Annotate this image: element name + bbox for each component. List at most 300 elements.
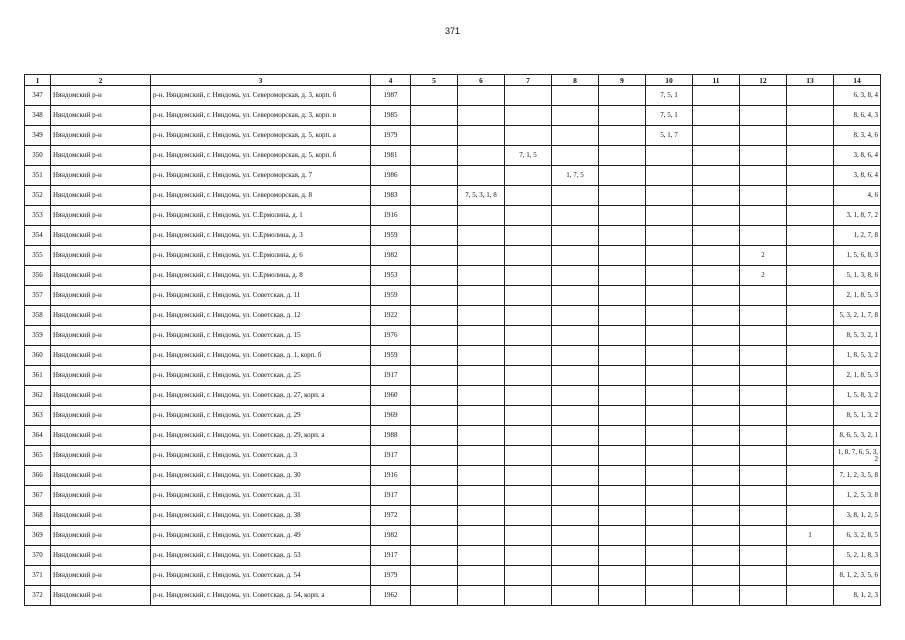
column-14-cell: 1, 8, 5, 3, 2 [834, 346, 881, 366]
column-14-cell: 8, 6, 5, 3, 2, 1 [834, 426, 881, 446]
column-14-cell: 1, 5, 6, 8, 3 [834, 246, 881, 266]
column-12-cell [740, 446, 787, 466]
district-cell: Няндомский р-н [51, 486, 151, 506]
column-9-cell [599, 346, 646, 366]
column-6-cell [458, 586, 505, 606]
address-cell: р-н. Няндомский, г. Няндома, ул. Североморская, д. 5, корп. а [151, 126, 371, 146]
column-8-cell [552, 346, 599, 366]
district-cell: Няндомский р-н [51, 346, 151, 366]
column-10-cell [646, 266, 693, 286]
table-row [25, 486, 881, 506]
column-14-cell: 5, 2, 1, 8, 3 [834, 546, 881, 566]
column-14-cell: 8, 5, 3, 2, 1 [834, 326, 881, 346]
column-12-cell [740, 506, 787, 526]
column-14-cell: 8, 5, 1, 3, 2 [834, 406, 881, 426]
column-8-cell [552, 526, 599, 546]
column-9-cell [599, 266, 646, 286]
column-7-cell [505, 326, 552, 346]
row-number: 349 [25, 126, 51, 146]
year-cell: 1917 [371, 446, 411, 466]
column-6-cell [458, 386, 505, 406]
column-12-cell [740, 106, 787, 126]
column-13-cell [787, 326, 834, 346]
address-cell: р-н. Няндомский, г. Няндома, ул. С.Ермолина, д. 8 [151, 266, 371, 286]
column-10-cell [646, 386, 693, 406]
column-11-cell [693, 106, 740, 126]
row-number: 351 [25, 166, 51, 186]
column-header: 8 [552, 75, 599, 86]
row-number: 370 [25, 546, 51, 566]
column-6-cell [458, 486, 505, 506]
column-14-cell: 3, 8, 1, 2, 5 [834, 506, 881, 526]
year-cell: 1985 [371, 106, 411, 126]
table-row [25, 106, 881, 126]
column-9-cell [599, 566, 646, 586]
column-11-cell [693, 306, 740, 326]
row-number: 362 [25, 386, 51, 406]
column-5-cell [411, 266, 458, 286]
column-9-cell [599, 226, 646, 246]
column-12-cell [740, 466, 787, 486]
column-5-cell [411, 86, 458, 106]
column-5-cell [411, 326, 458, 346]
row-number: 352 [25, 186, 51, 206]
year-cell: 1962 [371, 586, 411, 606]
column-10-cell [646, 146, 693, 166]
column-11-cell [693, 546, 740, 566]
year-cell: 1981 [371, 146, 411, 166]
address-cell: р-н. Няндомский, г. Няндома, ул. Советская, д. 12 [151, 306, 371, 326]
column-10-cell [646, 346, 693, 366]
column-header: 3 [151, 75, 371, 86]
column-12-cell: 2 [740, 246, 787, 266]
column-8-cell [552, 186, 599, 206]
table-body [25, 86, 881, 606]
column-6-cell [458, 146, 505, 166]
column-11-cell [693, 146, 740, 166]
column-5-cell [411, 526, 458, 546]
column-8-cell [552, 226, 599, 246]
table-row [25, 266, 881, 286]
column-7-cell [505, 446, 552, 466]
column-7-cell [505, 286, 552, 306]
district-cell: Няндомский р-н [51, 106, 151, 126]
column-5-cell [411, 206, 458, 226]
column-12-cell [740, 306, 787, 326]
table-row [25, 466, 881, 486]
row-number: 371 [25, 566, 51, 586]
column-9-cell [599, 386, 646, 406]
column-7-cell [505, 586, 552, 606]
column-12-cell [740, 566, 787, 586]
district-cell: Няндомский р-н [51, 146, 151, 166]
address-cell: р-н. Няндомский, г. Няндома, ул. Советская, д. 11 [151, 286, 371, 306]
column-7-cell [505, 226, 552, 246]
year-cell: 1917 [371, 486, 411, 506]
column-11-cell [693, 386, 740, 406]
table-row [25, 386, 881, 406]
address-cell: р-н. Няндомский, г. Няндома, ул. Советская, д. 54 [151, 566, 371, 586]
table-row [25, 586, 881, 606]
table-row [25, 286, 881, 306]
column-7-cell [505, 566, 552, 586]
page-number: 371 [444, 26, 461, 36]
column-6-cell [458, 126, 505, 146]
column-5-cell [411, 146, 458, 166]
row-number: 372 [25, 586, 51, 606]
column-7-cell [505, 466, 552, 486]
column-5-cell [411, 566, 458, 586]
column-11-cell [693, 286, 740, 306]
table-row [25, 446, 881, 466]
column-9-cell [599, 166, 646, 186]
column-header: 6 [458, 75, 505, 86]
column-7-cell [505, 246, 552, 266]
row-number: 348 [25, 106, 51, 126]
column-11-cell [693, 166, 740, 186]
column-8-cell [552, 326, 599, 346]
column-7-cell: 7, 1, 5 [505, 146, 552, 166]
column-9-cell [599, 466, 646, 486]
column-8-cell [552, 246, 599, 266]
column-12-cell [740, 186, 787, 206]
column-9-cell [599, 186, 646, 206]
row-number: 367 [25, 486, 51, 506]
column-11-cell [693, 126, 740, 146]
column-11-cell [693, 186, 740, 206]
address-cell: р-н. Няндомский, г. Няндома, ул. Североморская, д. 3, корп. б [151, 86, 371, 106]
column-5-cell [411, 366, 458, 386]
column-9-cell [599, 426, 646, 446]
column-11-cell [693, 366, 740, 386]
column-13-cell [787, 426, 834, 446]
year-cell: 1960 [371, 386, 411, 406]
column-6-cell [458, 426, 505, 446]
column-7-cell [505, 526, 552, 546]
column-6-cell [458, 546, 505, 566]
column-header: 1 [25, 75, 51, 86]
column-6-cell [458, 246, 505, 266]
column-14-cell: 4, 6 [834, 186, 881, 206]
column-11-cell [693, 266, 740, 286]
row-number: 359 [25, 326, 51, 346]
column-9-cell [599, 306, 646, 326]
column-14-cell: 1, 2, 7, 8 [834, 226, 881, 246]
district-cell: Няндомский р-н [51, 266, 151, 286]
column-14-cell: 5, 3, 2, 1, 7, 8 [834, 306, 881, 326]
column-13-cell [787, 366, 834, 386]
address-cell: р-н. Няндомский, г. Няндома, ул. Североморская, д. 8 [151, 186, 371, 206]
district-cell: Няндомский р-н [51, 586, 151, 606]
column-8-cell [552, 366, 599, 386]
table-row [25, 506, 881, 526]
table-row [25, 246, 881, 266]
column-10-cell [646, 466, 693, 486]
row-number: 369 [25, 526, 51, 546]
year-cell: 1982 [371, 526, 411, 546]
district-cell: Няндомский р-н [51, 406, 151, 426]
column-12-cell [740, 226, 787, 246]
table-row [25, 426, 881, 446]
row-number: 365 [25, 446, 51, 466]
column-13-cell [787, 446, 834, 466]
column-11-cell [693, 466, 740, 486]
column-13-cell [787, 386, 834, 406]
table-row [25, 346, 881, 366]
column-header: 5 [411, 75, 458, 86]
column-10-cell: 5, 1, 7 [646, 126, 693, 146]
column-6-cell [458, 346, 505, 366]
column-6-cell [458, 166, 505, 186]
column-7-cell [505, 546, 552, 566]
row-number: 353 [25, 206, 51, 226]
column-12-cell [740, 426, 787, 446]
address-cell: р-н. Няндомский, г. Няндома, ул. Советская, д. 30 [151, 466, 371, 486]
year-cell: 1969 [371, 406, 411, 426]
table-row [25, 546, 881, 566]
column-5-cell [411, 346, 458, 366]
column-6-cell [458, 506, 505, 526]
year-cell: 1922 [371, 306, 411, 326]
district-cell: Няндомский р-н [51, 246, 151, 266]
column-5-cell [411, 426, 458, 446]
district-cell: Няндомский р-н [51, 186, 151, 206]
column-10-cell [646, 426, 693, 446]
column-13-cell [787, 306, 834, 326]
column-7-cell [505, 366, 552, 386]
year-cell: 1959 [371, 346, 411, 366]
district-cell: Няндомский р-н [51, 286, 151, 306]
column-14-cell: 1, 5, 8, 3, 2 [834, 386, 881, 406]
address-cell: р-н. Няндомский, г. Няндома, ул. Советская, д. 53 [151, 546, 371, 566]
column-8-cell [552, 266, 599, 286]
column-11-cell [693, 506, 740, 526]
row-number: 361 [25, 366, 51, 386]
district-cell: Няндомский р-н [51, 446, 151, 466]
row-number: 363 [25, 406, 51, 426]
column-13-cell [787, 246, 834, 266]
district-cell: Няндомский р-н [51, 566, 151, 586]
column-10-cell [646, 326, 693, 346]
row-number: 357 [25, 286, 51, 306]
year-cell: 1988 [371, 426, 411, 446]
column-9-cell [599, 486, 646, 506]
year-cell: 1976 [371, 326, 411, 346]
address-cell: р-н. Няндомский, г. Няндома, ул. Советская, д. 49 [151, 526, 371, 546]
row-number: 366 [25, 466, 51, 486]
column-header: 7 [505, 75, 552, 86]
column-5-cell [411, 406, 458, 426]
column-14-cell: 7, 1, 2, 3, 5, 8 [834, 466, 881, 486]
district-cell: Няндомский р-н [51, 306, 151, 326]
table-row [25, 566, 881, 586]
year-cell: 1953 [371, 266, 411, 286]
column-8-cell [552, 86, 599, 106]
column-5-cell [411, 506, 458, 526]
column-12-cell [740, 206, 787, 226]
column-5-cell [411, 246, 458, 266]
column-7-cell [505, 306, 552, 326]
column-13-cell [787, 106, 834, 126]
table-row [25, 406, 881, 426]
district-cell: Няндомский р-н [51, 166, 151, 186]
column-10-cell [646, 366, 693, 386]
address-cell: р-н. Няндомский, г. Няндома, ул. Советская, д. 31 [151, 486, 371, 506]
district-cell: Няндомский р-н [51, 426, 151, 446]
district-cell: Няндомский р-н [51, 206, 151, 226]
column-14-cell: 1, 2, 5, 3, 8 [834, 486, 881, 506]
district-cell: Няндомский р-н [51, 546, 151, 566]
address-cell: р-н. Няндомский, г. Няндома, ул. Советская, д. 27, корп. а [151, 386, 371, 406]
column-10-cell: 7, 5, 1 [646, 86, 693, 106]
column-9-cell [599, 366, 646, 386]
row-number: 350 [25, 146, 51, 166]
column-11-cell [693, 586, 740, 606]
column-13-cell [787, 406, 834, 426]
column-13-cell [787, 166, 834, 186]
year-cell: 1959 [371, 226, 411, 246]
row-number: 364 [25, 426, 51, 446]
column-5-cell [411, 466, 458, 486]
column-11-cell [693, 446, 740, 466]
column-11-cell [693, 486, 740, 506]
column-header: 11 [693, 75, 740, 86]
row-number: 360 [25, 346, 51, 366]
column-12-cell [740, 346, 787, 366]
table-row [25, 366, 881, 386]
column-6-cell [458, 306, 505, 326]
address-cell: р-н. Няндомский, г. Няндома, ул. Советская, д. 15 [151, 326, 371, 346]
column-9-cell [599, 106, 646, 126]
year-cell: 1983 [371, 186, 411, 206]
column-6-cell [458, 286, 505, 306]
column-12-cell [740, 146, 787, 166]
column-13-cell [787, 506, 834, 526]
column-13-cell [787, 466, 834, 486]
column-8-cell: 1, 7, 5 [552, 166, 599, 186]
column-13-cell: 1 [787, 526, 834, 546]
row-number: 354 [25, 226, 51, 246]
address-cell: р-н. Няндомский, г. Няндома, ул. С.Ермолина, д. 6 [151, 246, 371, 266]
column-9-cell [599, 446, 646, 466]
row-number: 356 [25, 266, 51, 286]
column-10-cell [646, 226, 693, 246]
column-13-cell [787, 346, 834, 366]
column-10-cell [646, 566, 693, 586]
column-8-cell [552, 306, 599, 326]
column-11-cell [693, 406, 740, 426]
column-11-cell [693, 226, 740, 246]
column-14-cell: 3, 8, 6, 4 [834, 166, 881, 186]
column-11-cell [693, 566, 740, 586]
column-5-cell [411, 446, 458, 466]
column-6-cell [458, 106, 505, 126]
column-6-cell [458, 406, 505, 426]
column-7-cell [505, 506, 552, 526]
column-8-cell [552, 566, 599, 586]
address-cell: р-н. Няндомский, г. Няндома, ул. Советская, д. 1, корп. б [151, 346, 371, 366]
column-10-cell [646, 246, 693, 266]
row-number: 358 [25, 306, 51, 326]
column-header: 14 [834, 75, 881, 86]
column-5-cell [411, 186, 458, 206]
column-6-cell [458, 326, 505, 346]
row-number: 347 [25, 86, 51, 106]
header-row [25, 75, 881, 86]
column-7-cell [505, 126, 552, 146]
column-7-cell [505, 266, 552, 286]
column-12-cell [740, 126, 787, 146]
column-10-cell [646, 286, 693, 306]
column-5-cell [411, 546, 458, 566]
column-11-cell [693, 526, 740, 546]
column-10-cell [646, 206, 693, 226]
table-row [25, 86, 881, 106]
column-10-cell [646, 406, 693, 426]
year-cell: 1986 [371, 166, 411, 186]
address-cell: р-н. Няндомский, г. Няндома, ул. Североморская, д. 3, корп. в [151, 106, 371, 126]
column-14-cell: 3, 1, 8, 7, 2 [834, 206, 881, 226]
column-13-cell [787, 186, 834, 206]
column-6-cell [458, 526, 505, 546]
column-13-cell [787, 226, 834, 246]
column-5-cell [411, 306, 458, 326]
column-14-cell: 3, 8, 6, 4 [834, 146, 881, 166]
column-5-cell [411, 126, 458, 146]
column-14-cell: 1, 8, 7, 6, 5, 3, 2 [834, 446, 881, 466]
address-cell: р-н. Няндомский, г. Няндома, ул. Советская, д. 38 [151, 506, 371, 526]
address-cell: р-н. Няндомский, г. Няндома, ул. Советская, д. 54, корп. а [151, 586, 371, 606]
column-11-cell [693, 206, 740, 226]
registry-table [24, 74, 881, 606]
column-13-cell [787, 566, 834, 586]
column-10-cell [646, 526, 693, 546]
district-cell: Няндомский р-н [51, 386, 151, 406]
column-6-cell [458, 466, 505, 486]
year-cell: 1979 [371, 566, 411, 586]
column-7-cell [505, 426, 552, 446]
column-12-cell [740, 86, 787, 106]
column-12-cell [740, 586, 787, 606]
column-9-cell [599, 126, 646, 146]
column-9-cell [599, 526, 646, 546]
column-5-cell [411, 106, 458, 126]
column-8-cell [552, 586, 599, 606]
column-9-cell [599, 286, 646, 306]
table-row [25, 206, 881, 226]
column-5-cell [411, 386, 458, 406]
column-13-cell [787, 86, 834, 106]
column-10-cell [646, 586, 693, 606]
column-9-cell [599, 506, 646, 526]
column-9-cell [599, 86, 646, 106]
column-6-cell [458, 566, 505, 586]
column-5-cell [411, 486, 458, 506]
column-7-cell [505, 386, 552, 406]
column-12-cell: 2 [740, 266, 787, 286]
column-12-cell [740, 546, 787, 566]
column-10-cell [646, 306, 693, 326]
column-9-cell [599, 406, 646, 426]
column-8-cell [552, 286, 599, 306]
column-8-cell [552, 106, 599, 126]
column-8-cell [552, 506, 599, 526]
column-10-cell [646, 546, 693, 566]
address-cell: р-н. Няндомский, г. Няндома, ул. Советская, д. 25 [151, 366, 371, 386]
district-cell: Няндомский р-н [51, 86, 151, 106]
column-6-cell [458, 86, 505, 106]
column-13-cell [787, 586, 834, 606]
